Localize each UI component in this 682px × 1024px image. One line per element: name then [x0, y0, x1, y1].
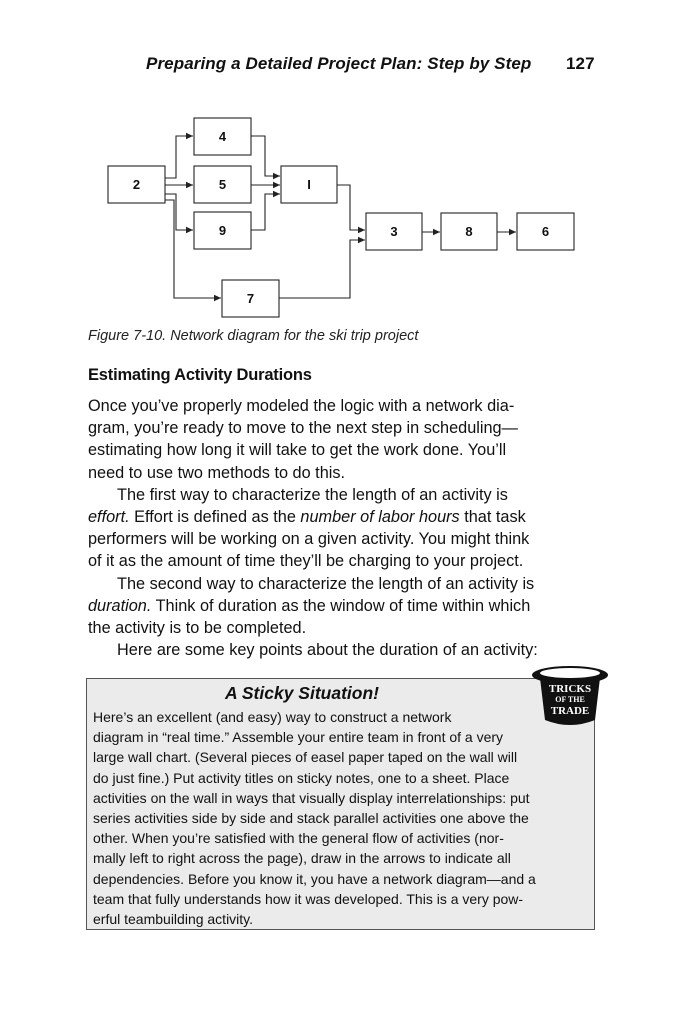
- tip-box: [86, 678, 595, 930]
- node-3-label: 3: [390, 224, 398, 239]
- tip-line: diagram in “real time.” Assemble your entire team in front of a very: [93, 729, 504, 746]
- node-2: [108, 166, 165, 203]
- tip-line: Here’s an excellent (and easy) way to construct a network: [93, 709, 452, 725]
- body-text-span: that task: [459, 507, 526, 526]
- tip-line: activities on the wall in ways that visually display interrelationships: put: [93, 789, 530, 806]
- body-line: need to use two methods to do this.: [88, 463, 346, 482]
- page-number: 127: [566, 54, 595, 73]
- body-line: the activity is to be completed.: [88, 618, 307, 637]
- section-title: Estimating Activity Durations: [88, 366, 312, 384]
- body-line: [88, 506, 588, 528]
- node-8-label: 8: [465, 224, 473, 239]
- emphasis-duration: duration.: [88, 596, 152, 615]
- node-1: [281, 166, 337, 203]
- node-6: [517, 213, 574, 250]
- body-line: estimating how long it will take to get the work done. You’ll: [88, 441, 507, 460]
- node-9-label: 9: [218, 223, 227, 238]
- node-4-label: 4: [218, 129, 227, 144]
- body-text: [88, 395, 588, 661]
- tip-line: erful teambuilding activity.: [93, 910, 254, 927]
- node-7: [222, 280, 279, 317]
- body-line: gram, you’re ready to move to the next step in scheduling—: [88, 419, 518, 438]
- node-4: [194, 118, 251, 155]
- badge-line-of-the: OF THE: [555, 695, 585, 704]
- node-8: [441, 213, 497, 250]
- body-text-span: Think of duration as the window of time within which: [151, 596, 531, 615]
- node-7-label: 7: [246, 291, 255, 306]
- tip-line: dependencies. Before you know it, you have a network diagram—and a: [93, 870, 536, 887]
- edge-2-9: [165, 194, 193, 230]
- body-line: The second way to characterize the length of an activity is: [117, 574, 535, 593]
- figure-caption: Figure 7-10. Network diagram for the ski trip project: [88, 328, 419, 344]
- node-9: [194, 212, 251, 249]
- badge-line-tricks: TRICKS: [548, 683, 592, 695]
- body-line: The first way to characterize the length of an activity is: [117, 485, 508, 504]
- tip-body: [93, 707, 593, 929]
- edge-4-1: [251, 136, 280, 176]
- node-5: [194, 166, 251, 203]
- emphasis-effort: effort.: [88, 507, 130, 526]
- tip-line: mally left to right across the page), draw in the arrows to indicate all: [93, 850, 511, 867]
- node-2-label: 2: [132, 177, 141, 192]
- emphasis-labor-hours: number of labor hours: [300, 507, 460, 526]
- body-line: Here are some key points about the duration of an activity:: [117, 641, 538, 660]
- edge-7-3: [279, 240, 365, 298]
- node-5-label: 5: [218, 177, 227, 192]
- header-title: Preparing a Detailed Project Plan: Step by Step: [146, 54, 532, 73]
- badge-line-trade: TRADE: [550, 705, 590, 717]
- body-line: [88, 595, 588, 617]
- edge-9-1: [251, 194, 280, 230]
- node-3: [366, 213, 422, 250]
- tip-line: team that fully understands how it was developed. This is a very pow-: [93, 890, 524, 907]
- tip-line: other. When you’re satisfied with the general flow of activities (nor-: [93, 830, 504, 847]
- tip-line: do just fine.) Put activity titles on sticky notes, one to a sheet. Place: [93, 769, 510, 786]
- network-diagram: [0, 0, 682, 320]
- tip-title: A Sticky Situation!: [225, 683, 379, 703]
- tip-line: large wall chart. (Several pieces of easel paper taped on the wall will: [93, 749, 518, 766]
- node-6-label: 6: [541, 224, 550, 239]
- node-1-label: I: [307, 177, 311, 192]
- edge-2-4: [165, 136, 193, 178]
- edge-1-3: [337, 185, 365, 230]
- body-line: Once you’ve properly modeled the logic with a network dia-: [88, 397, 515, 415]
- body-text-span: Effort is defined as the: [129, 507, 301, 526]
- body-line: performers will be working on a given activity. You might think: [88, 530, 530, 549]
- body-line: of it as the amount of time they’ll be charging to your project.: [88, 552, 524, 571]
- tip-line: series activities side by side and stack parallel activities one above the: [93, 809, 529, 826]
- tricks-of-the-trade-hat-icon: [528, 660, 612, 732]
